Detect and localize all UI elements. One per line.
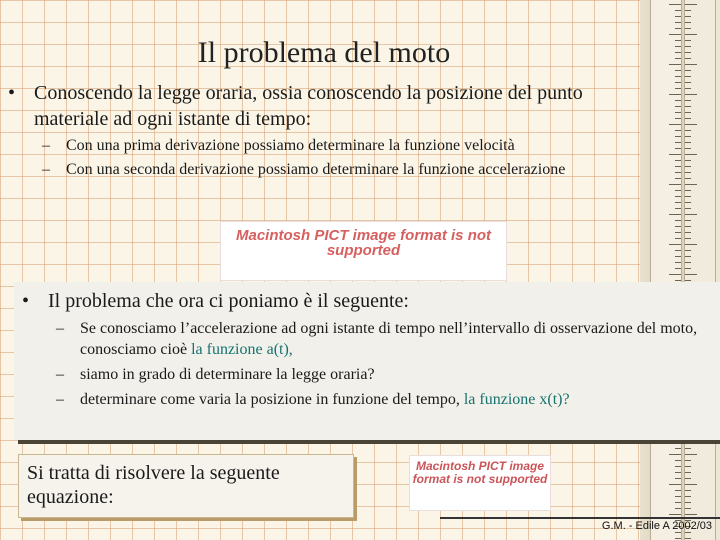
ruler-tick [685, 268, 691, 269]
ruler-tick [685, 532, 691, 533]
ruler-tick [685, 130, 691, 131]
ruler-tick [685, 472, 691, 473]
ruler-tick [685, 160, 691, 161]
ruler-tick [675, 118, 681, 119]
ruler-tick [675, 106, 681, 107]
ruler-tick [675, 256, 681, 257]
ruler-tick [685, 448, 691, 449]
ruler-tick [675, 478, 681, 479]
sub-text: Con una prima derivazione possiamo determinare la funzione velocità [66, 137, 515, 154]
ruler-tick [675, 496, 681, 497]
ruler-tick [685, 250, 691, 251]
problem-panel [14, 282, 720, 440]
ruler-tick [685, 178, 691, 179]
ruler-tick [685, 274, 697, 275]
ruler-tick [675, 130, 681, 131]
ruler-tick [669, 214, 681, 215]
ruler-tick [685, 10, 691, 11]
ruler-tick [685, 508, 691, 509]
ruler-tick [685, 106, 691, 107]
ruler-tick [685, 28, 691, 29]
ruler-tick [669, 124, 681, 125]
ruler-right [684, 0, 716, 540]
sub-dash: – [56, 366, 64, 383]
ruler-tick [675, 232, 681, 233]
ruler-tick [675, 10, 681, 11]
ruler-tick [685, 202, 691, 203]
ruler-tick [685, 208, 691, 209]
ruler-tick [675, 166, 681, 167]
footer-credit: G.M. - Edile A 2002/03 [601, 520, 712, 532]
ruler-tick [685, 40, 691, 41]
ruler-tick [669, 64, 681, 65]
ruler-tick [675, 262, 681, 263]
ruler-tick [675, 472, 681, 473]
ruler-tick [675, 442, 681, 443]
ruler-tick [675, 208, 681, 209]
ruler-tick [669, 94, 681, 95]
bullet-problem [22, 288, 720, 314]
ruler-tick [685, 490, 691, 491]
ruler-tick [675, 466, 681, 467]
sub-item-velocity [8, 136, 638, 156]
ruler-tick [669, 184, 681, 185]
sub-item-position-function [14, 389, 720, 410]
ruler-tick [685, 190, 691, 191]
equation-box: Si tratta di risolvere la seguente equazione: [18, 454, 354, 518]
ruler-tick [675, 82, 681, 83]
ruler-tick [669, 274, 681, 275]
ruler-tick [685, 46, 691, 47]
ruler-tick [675, 58, 681, 59]
ruler-tick [675, 190, 681, 191]
ruler-tick [685, 136, 691, 137]
sub-text: Con una seconda derivazione possiamo determinare la funzione accelerazione [66, 161, 566, 178]
ruler-tick [669, 454, 681, 455]
ruler-tick [685, 142, 691, 143]
ruler-tick [675, 502, 681, 503]
ruler-tick [685, 496, 691, 497]
ruler-tick [675, 136, 681, 137]
ruler-tick [685, 76, 691, 77]
ruler-tick [685, 454, 697, 455]
sub-dash: – [42, 137, 50, 154]
ruler-tick [685, 220, 691, 221]
ruler-tick [675, 280, 681, 281]
ruler-tick [675, 490, 681, 491]
sub-text: determinare come varia la posizione in funzione del tempo, [80, 391, 464, 408]
ruler-tick [685, 460, 691, 461]
ruler-tick [685, 52, 691, 53]
ruler-tick [685, 442, 691, 443]
ruler-tick [685, 154, 697, 155]
ruler-tick [675, 40, 681, 41]
ruler-tick [685, 34, 697, 35]
ruler-tick [685, 166, 691, 167]
bullet-text: Conoscendo la legge oraria, ossia conoscendo la posizione del punto materiale ad ogni istante di tempo: [34, 82, 583, 130]
ruler-left [650, 0, 682, 540]
ruler-tick [685, 196, 691, 197]
ruler-tick [675, 142, 681, 143]
ruler-tick [675, 76, 681, 77]
unsupported-image-placeholder-2: Macintosh PICT image format is not supported [410, 456, 550, 510]
ruler-tick [685, 184, 697, 185]
highlight-function-a: la funzione a(t), [191, 341, 293, 358]
sub-dash: – [56, 391, 64, 408]
ruler-tick [685, 238, 691, 239]
ruler-tick [675, 220, 681, 221]
ruler-tick [669, 154, 681, 155]
ruler-tick [685, 256, 691, 257]
ruler-tick [669, 514, 681, 515]
ruler-tick [685, 244, 697, 245]
ruler-tick [675, 448, 681, 449]
ruler-tick [685, 64, 697, 65]
bullet-text: Il problema che ora ci poniamo è il seguente: [48, 290, 409, 312]
ruler-tick [675, 178, 681, 179]
ruler-tick [685, 226, 691, 227]
bullet-known-motion-law [8, 80, 638, 132]
ruler-tick [675, 538, 681, 539]
ruler-tick [675, 112, 681, 113]
ruler-tick [669, 34, 681, 35]
sub-dash: – [56, 320, 64, 337]
ruler-tick [685, 262, 691, 263]
ruler-tick [685, 88, 691, 89]
sub-dash: – [42, 161, 50, 178]
ruler-tick [685, 118, 691, 119]
ruler-tick [685, 466, 691, 467]
ruler-tick [685, 514, 697, 515]
ruler-tick [685, 58, 691, 59]
sub-item-motion-law-question [14, 364, 720, 385]
bullet-dot: • [22, 290, 30, 312]
ruler-tick [685, 16, 691, 17]
intro-bullets [8, 80, 638, 180]
ruler-tick [685, 4, 697, 5]
ruler-tick [675, 22, 681, 23]
ruler-tick [675, 532, 681, 533]
ruler-tick [685, 112, 691, 113]
ruler-tick [675, 268, 681, 269]
ruler-tick [675, 16, 681, 17]
ruler-tick [685, 484, 697, 485]
ruler-tick [669, 244, 681, 245]
ruler-tick [685, 280, 691, 281]
ruler-tick [685, 214, 697, 215]
ruler-tick [675, 70, 681, 71]
ruler-tick [685, 148, 691, 149]
ruler-tick [675, 100, 681, 101]
ruler-tick [675, 226, 681, 227]
ruler-tick [669, 4, 681, 5]
ruler-tick [685, 100, 691, 101]
sub-text: siamo in grado di determinare la legge oraria? [80, 366, 375, 383]
ruler-tick [685, 502, 691, 503]
ruler-tick [675, 172, 681, 173]
ruler-tick [685, 94, 697, 95]
unsupported-image-placeholder: Macintosh PICT image format is not supported [221, 222, 506, 280]
bullet-dot: • [8, 82, 16, 104]
footer-divider [440, 517, 720, 519]
ruler-tick [675, 250, 681, 251]
slide-title: Il problema del moto [197, 36, 451, 69]
ruler-tick [675, 88, 681, 89]
ruler-tick [685, 70, 691, 71]
sub-text: Se conosciamo l’accelerazione ad ogni istante di tempo nell’intervallo di osservazione del moto, conosciamo cioè [80, 320, 698, 358]
highlight-function-x: la funzione x(t)? [463, 391, 570, 408]
ruler-tick [675, 52, 681, 53]
sub-item-known-acceleration [14, 318, 720, 360]
ruler-tick [675, 196, 681, 197]
ruler-tick [685, 124, 697, 125]
sub-item-acceleration [8, 160, 638, 180]
ruler-tick [685, 538, 691, 539]
ruler-tick [675, 28, 681, 29]
ruler-tick [675, 148, 681, 149]
ruler-tick [675, 508, 681, 509]
ruler-tick [685, 82, 691, 83]
ruler-tick [685, 478, 691, 479]
ruler-tick [675, 160, 681, 161]
ruler-tick [675, 46, 681, 47]
ruler-tick [685, 22, 691, 23]
ruler-tick [675, 460, 681, 461]
ruler-tick [669, 484, 681, 485]
ruler-tick [675, 202, 681, 203]
ruler-tick [685, 232, 691, 233]
ruler-tick [675, 238, 681, 239]
ruler-tick [685, 172, 691, 173]
